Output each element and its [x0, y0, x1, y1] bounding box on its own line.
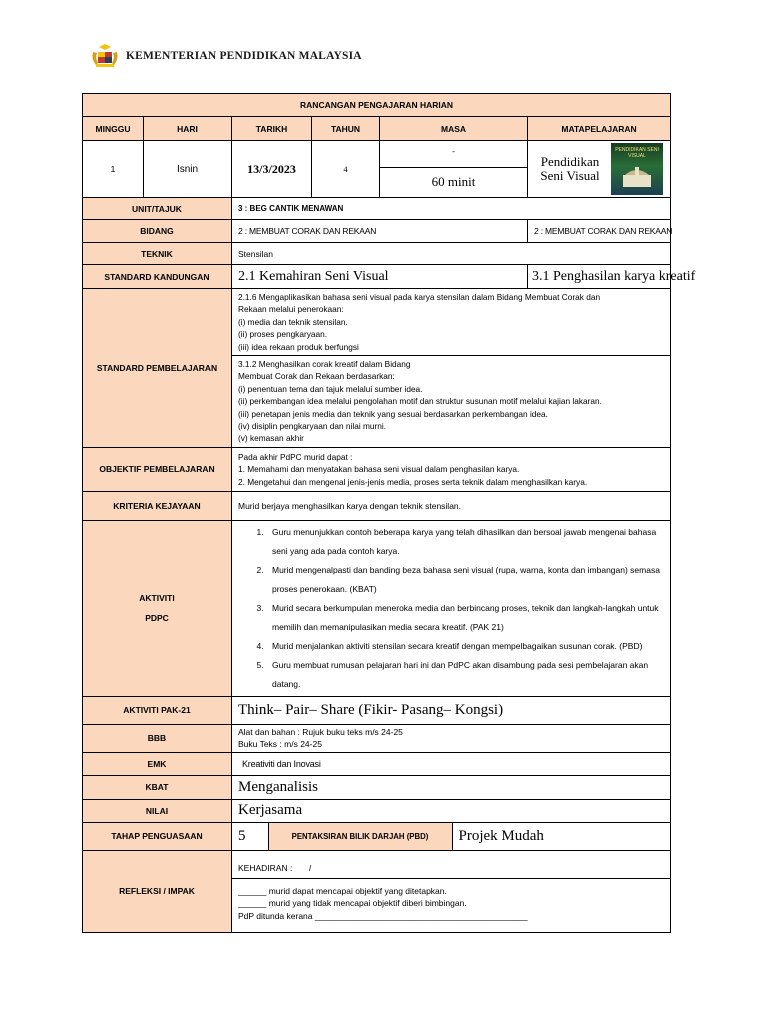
emk-label: EMK: [83, 752, 232, 775]
col-masa: MASA: [380, 117, 528, 141]
tarikh-value: 13/3/2023: [232, 141, 312, 198]
kbat-value: Menganalisis: [232, 775, 671, 799]
emk-empty: [528, 752, 671, 775]
standard-kandungan-label: STANDARD KANDUNGAN: [83, 265, 232, 289]
teknik-label: TEKNIK: [83, 243, 232, 265]
unit-label: UNIT/TAJUK: [83, 198, 232, 220]
aktiviti-item: 3. Murid secara berkumpulan meneroka media dan berbincang proses, teknik dan langkah-langkah untuk memilih dan memanipulasikan media secara kreatif. (PAK 21): [266, 599, 664, 637]
refleksi-lines: [232, 878, 670, 925]
tahap-label: TAHAP PENGUASAAN: [83, 822, 232, 850]
sp2-line: (iv) disiplin pengkaryaan dan nilai murni.: [238, 421, 387, 432]
standard-kandungan-value-2-text: 3.1 Penghasilan karya kreatif: [532, 268, 696, 284]
nilai-label: NILAI: [83, 799, 232, 822]
kbat-label: KBAT: [83, 775, 232, 799]
col-minggu: MINGGU: [83, 117, 144, 141]
refleksi-line-3: PdP ditunda kerana _____________________________________________: [238, 910, 528, 921]
bidang-value-1: 2 : MEMBUAT CORAK DAN REKAAN: [232, 220, 528, 243]
sp2-line: (ii) perkembangan idea melalui pengolahan motif dan struktur susunan motif melalui kajian lakaran.: [238, 396, 602, 407]
masa-bottom: 60 minit: [380, 167, 527, 196]
sp1-line: 2.1.6 Mengaplikasikan bahasa seni visual pada karya stensilan dalam Bidang Membuat Corak dan: [238, 292, 601, 302]
tahap-cell: [232, 822, 671, 850]
aktiviti-label-2: PDPC: [145, 613, 169, 624]
aktiviti-item: 1. Guru menunjukkan contoh beberapa karya yang telah dihasilkan dan bersoal jawab mengenai bahasa seni yang ada pada contoh karya.: [266, 523, 664, 561]
aktiviti-item: 5. Guru membuat rumusan pelajaran hari ini dan PdPC akan disambung pada sesi pembelajaran akan datang.: [266, 656, 664, 694]
col-tahun: TAHUN: [312, 117, 380, 141]
tahap-value: 5: [232, 823, 268, 850]
unit-value: 3 : BEG CANTIK MENAWAN: [232, 198, 671, 220]
textbook-cover-image: PENDIDIKAN SENI VISUAL: [611, 143, 663, 195]
sp2-line: (v) kemasan akhir: [238, 433, 304, 444]
refleksi-cell: [232, 850, 671, 932]
teknik-value: Stensilan: [232, 243, 671, 265]
objektif-label: OBJEKTIF PEMBELAJARAN: [83, 447, 232, 491]
kriteria-value: Murid berjaya menghasilkan karya dengan teknik stensilan.: [232, 491, 671, 520]
sp2-line: (i) penentuan tema dan tajuk melalui sumber idea.: [238, 383, 423, 394]
aktiviti-list: [238, 523, 664, 694]
tahun-value: 4: [312, 141, 380, 198]
pbd-value: Projek Mudah: [452, 823, 670, 850]
aktiviti-label: [83, 520, 232, 696]
standard-pembelajaran-label: STANDARD PEMBELAJARAN: [83, 289, 232, 448]
sp2-line: Membuat Corak dan Rekaan berdasarkan:: [238, 371, 395, 382]
objektif-line: 2. Mengetahui dan mengenal jenis-jenis media, proses serta teknik dalam menghasilkan karya.: [238, 476, 588, 487]
pbd-label: PENTAKSIRAN BILIK DARJAH (PBD): [268, 823, 452, 850]
coat-of-arms-icon: [90, 43, 120, 69]
emk-value: Kreativiti dan Inovasi: [232, 752, 528, 775]
ministry-header: [90, 42, 362, 70]
masa-top: -: [452, 145, 455, 156]
lesson-plan-table: [82, 93, 696, 933]
sp2-line: 3.1.2 Menghasilkan corak kreatif dalam Bidang: [238, 359, 411, 370]
col-hari: HARI: [144, 117, 232, 141]
table-title: RANCANGAN PENGAJARAN HARIAN: [83, 94, 671, 117]
pak21-label: AKTIVITI PAK-21: [83, 696, 232, 724]
sp1-line: (i) media dan teknik stensilan.: [238, 316, 348, 327]
hari-value: Isnin: [144, 141, 232, 198]
aktiviti-label-1: AKTIVITI: [139, 593, 175, 604]
aktiviti-item: 4. Murid menjalankan aktiviti stensilan secara kreatif dengan mempelbagaikan susunan corak. (PBD): [266, 637, 664, 656]
kehadiran-line: KEHADIRAN : /: [238, 862, 312, 873]
matapelajaran-value: Pendidikan Seni Visual: [540, 154, 600, 183]
masa-cell: [380, 141, 528, 198]
refleksi-line-2: ______ murid yang tidak mencapai objektif diberi bimbingan.: [238, 898, 467, 909]
sp-block-1: [232, 289, 670, 355]
pak21-value: Think– Pair– Share (Fikir- Pasang– Kongsi): [232, 696, 671, 724]
refleksi-label: REFLEKSI / IMPAK: [83, 850, 232, 932]
bbb-cell: [232, 724, 671, 752]
aktiviti-cell: [232, 520, 671, 696]
bidang-value-2: 2 : MEMBUAT CORAK DAN REKAAN: [528, 220, 671, 243]
bidang-label: BIDANG: [83, 220, 232, 243]
col-tarikh: TARIKH: [232, 117, 312, 141]
refleksi-line-1: ______ murid dapat mencapai objektif yang ditetapkan.: [238, 885, 447, 896]
bbb-line-1: Alat dan bahan : Rujuk buku teks m/s 24-25: [238, 726, 403, 737]
sp1-line: (ii) proses pengkaryaan.: [238, 329, 328, 340]
aktiviti-item: 2. Murid mengenalpasti dan banding beza bahasa seni visual (rupa, warna, konta dan imbangan) semasa proses penerokaan. (KBAT): [266, 561, 664, 599]
standard-pembelajaran-cell: [232, 289, 671, 448]
objektif-line: Pada akhir PdPC murid dapat :: [238, 451, 353, 462]
sp1-line: (iii) idea rekaan produk berfungsi: [238, 341, 359, 352]
bbb-label: BBB: [83, 724, 232, 752]
objektif-cell: [232, 447, 671, 491]
sp2-line: (iii) penetapan jenis media dan teknik yang sesuai berdasarkan perkembangan idea.: [238, 408, 548, 419]
standard-kandungan-value-2: [528, 265, 696, 289]
minggu-value: 1: [83, 141, 144, 198]
nilai-value: Kerjasama: [232, 799, 671, 822]
sp1-line: Rekaan melalui penerokaan:: [238, 304, 344, 315]
standard-kandungan-value-1: 2.1 Kemahiran Seni Visual: [232, 265, 528, 289]
kriteria-label: KRITERIA KEJAYAAN: [83, 491, 232, 520]
matapelajaran-cell: [528, 141, 671, 198]
objektif-line: 1. Memahami dan menyatakan bahasa seni visual dalam penghasilan karya.: [238, 464, 520, 475]
ministry-name: KEMENTERIAN PENDIDIKAN MALAYSIA: [126, 50, 362, 62]
col-matapelajaran: MATAPELAJARAN: [528, 117, 671, 141]
bbb-line-2: Buku Teks : m/s 24-25: [238, 739, 322, 750]
sp-block-2: [232, 355, 670, 447]
